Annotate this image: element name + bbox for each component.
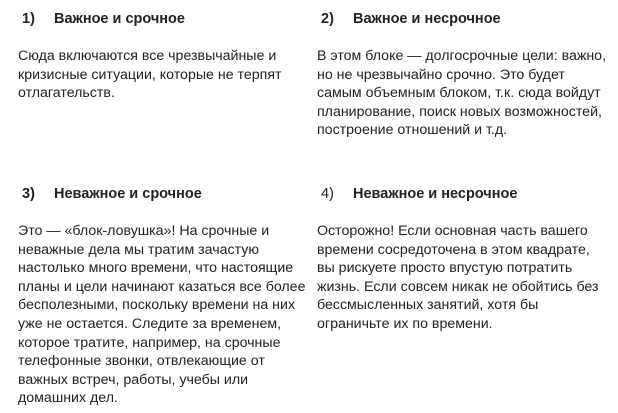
quadrant-unimportant-urgent [18, 185, 310, 408]
quadrant-title: Важное и несрочное [353, 11, 501, 27]
quadrant-description: Осторожно! Если основная часть вашего времени сосредоточена в этом квадрате, вы рискуете просто впустую потратить жизнь. Если совсем никак не обойтись без бессмысленных занятий, хотя бы ограничьте их по времени. [317, 223, 599, 332]
quadrant-number: 4) [321, 186, 334, 202]
quadrant-heading [18, 10, 310, 28]
quadrant-title: Неважное и несрочное [353, 186, 518, 202]
quadrant-title: Важное и срочное [54, 11, 185, 27]
quadrant-unimportant-not-urgent [317, 185, 609, 334]
quadrant-heading [18, 185, 310, 203]
quadrant-heading [317, 10, 609, 28]
quadrant-important-urgent [18, 10, 310, 103]
quadrant-description: Сюда включаются все чрезвычайные и кризисные ситуации, которые не терпят отлагательств. [18, 48, 282, 102]
quadrant-important-not-urgent [317, 10, 609, 140]
quadrant-number: 1) [22, 11, 35, 27]
quadrant-number: 2) [321, 11, 334, 27]
quadrant-number: 3) [22, 186, 35, 202]
quadrant-description: Это — «блок-ловушка»! На срочные и неважные дела мы тратим зачастую настолько много времени, что настоящие планы и цели начинают казаться все более бесполезными, поскольку времени на них уже не остается. Следите за временем, которое тратите, например, на срочные телефонные звонки, отвлекающие от важных встреч, работы, учебы или домашних дел. [18, 223, 306, 407]
quadrant-description: В этом блоке — долгосрочные цели: важно, но не чрезвычайно срочно. Это будет самым объемным блоком, т.к. сюда войдут планирование, поиск новых возможностей, построение отношений и т.д. [317, 48, 607, 139]
quadrant-heading [317, 185, 609, 203]
quadrant-title: Неважное и срочное [54, 186, 202, 202]
